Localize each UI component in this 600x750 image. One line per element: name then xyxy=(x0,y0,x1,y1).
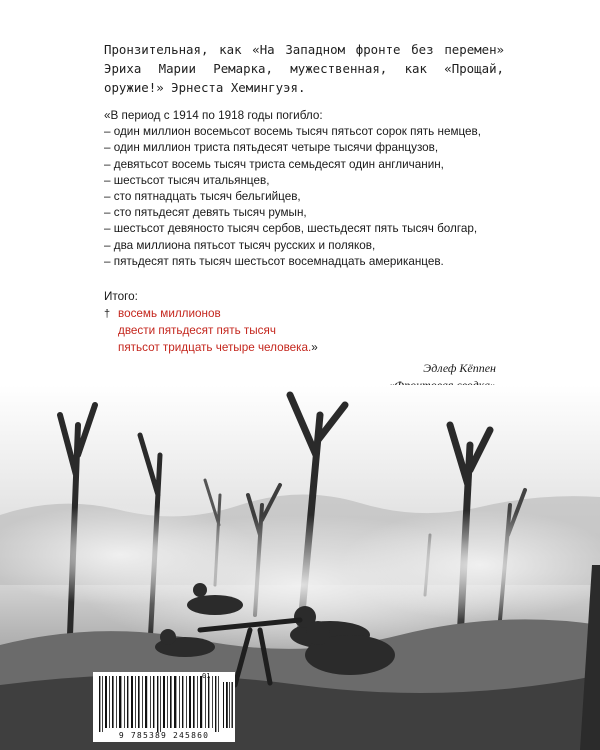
total-line: восемь миллионов xyxy=(118,307,221,320)
blurb-text: Пронзительная, как «На Западном фронте без перемен» Эриха Марии Ремарка, мужественная, как «Прощай, оружие!» Эрнеста Хемингуэя. xyxy=(104,42,504,95)
quote-line: – один миллион восемьсот восемь тысяч пятьсот сорок пять немцев, xyxy=(104,125,482,139)
total-label: Итого: xyxy=(104,290,138,303)
quote-line: – сто пятьдесят девять тысяч румын, xyxy=(104,206,307,220)
quote-line: – один миллион триста пятьдесят четыре тысячи французов, xyxy=(104,141,439,155)
quote-line: – девятьсот восемь тысяч триста семьдесят один англичанин, xyxy=(104,157,444,171)
isbn-digits: 9 785389 245860 xyxy=(118,731,210,740)
quote-line: – шестьсот девяносто тысяч сербов, шестьдесят пять тысяч болгар, xyxy=(104,222,478,236)
battlefield-photo xyxy=(0,385,600,750)
total-line: двести пятьдесят пять тысяч xyxy=(118,324,276,337)
closing-quote: » xyxy=(311,341,318,354)
quote-line: – сто пятнадцать тысяч бельгийцев, xyxy=(104,190,301,204)
casualty-quote xyxy=(104,108,524,270)
author-name: Эдлеф Кёппен xyxy=(423,361,496,375)
cross-icon: † xyxy=(104,308,111,320)
quote-line: – пятьдесят пять тысяч шестьсот восемнадцать американцев. xyxy=(104,254,444,268)
total-line: пятьсот тридцать четыре человека. xyxy=(118,341,312,354)
quote-line: – два миллиона пятьсот тысяч русских и поляков, xyxy=(104,238,376,252)
quote-line: – шестьсот тысяч итальянцев, xyxy=(104,173,270,187)
quote-line: «В период с 1914 по 1918 годы погибло: xyxy=(104,109,323,122)
barcode-addon: 01 xyxy=(202,672,211,680)
